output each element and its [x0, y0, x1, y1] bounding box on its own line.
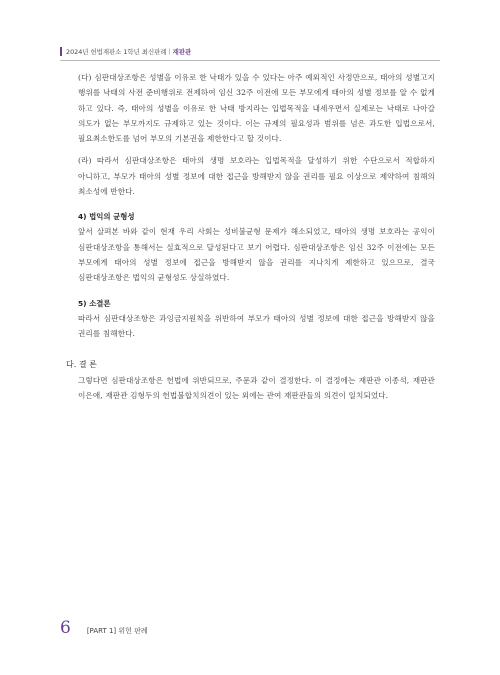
header-book-title: 2024년 헌법재판소 1학년 최신판례: [66, 47, 167, 56]
heading-balance-of-interests: 4) 법익의 균형성: [78, 212, 135, 222]
page-footer: [60, 618, 148, 638]
header-divider: [60, 60, 440, 61]
header-accent-bar: [60, 47, 62, 56]
paragraph-ra: (라) 따라서 심판대상조항은 태아의 생명 보호라는 입법목적을 달성하기 위한 수단으로서 적합하지 아니하고, 부모가 태아의 성별 정보에 대한 접근을 방해받지 않을 권리를 필요 이상으로 제약하여 침해의 최소성에 반한다.: [78, 156, 435, 197]
paragraph-sub-conclusion: 따라서 심판대상조항은 과잉금지원칙을 위반하여 부모가 태아의 성별 정보에 대한 접근을 방해받지 않을 권리를 침해한다.: [78, 313, 435, 338]
header-separator: |: [168, 47, 171, 55]
paragraph-conclusion: 그렇다면 심판대상조항은 헌법에 위반되므로, 주문과 같이 결정한다. 이 결정에는 재판관 이종석, 재판관 이은애, 재판관 김형두의 헌법불합치의견이 있는 외에는 관여 재판관들의 의견이 일치되었다.: [78, 376, 435, 401]
page-body: [66, 70, 435, 404]
heading-conclusion: 다. 결 론: [66, 360, 97, 370]
heading-sub-conclusion: 5) 소결론: [78, 298, 111, 308]
page-number: 6: [60, 618, 71, 638]
footer-section-label: [PART 1] 위헌 판례: [86, 627, 148, 635]
paragraph-balance: 앞서 살펴본 바와 같이 현재 우리 사회는 성비불균형 문제가 해소되었고, 태아의 생명 보호라는 공익이 심판대상조항을 통해서는 실효적으로 달성된다고 보기 어렵다. 심판대상조항은 임신 32주 이전에는 모든 부모에게 태아의 성별 정보에 접근을 방해받지 않을 권리를 지나치게 제한하고 있으므로, 결국 심판대상조항은 법익의 균형성도 상실하였다.: [78, 227, 435, 283]
running-header: [60, 44, 191, 58]
paragraph-da: (다) 심판대상조항은 성별을 이유로 한 낙태가 있을 수 있다는 아주 예외적인 사정만으로, 태아의 성별고지 행위를 낙태의 사전 준비행위로 전제하여 임신 32주 이전에 모든 부모에게 태아의 성별 정보를 알 수 없게 하고 있다. 즉, 태아의 성별을 이유로 한 낙태 방지라는 입법목적을 내세우면서 실제로는 낙태로 나아갈 의도가 없는 부모까지도 규제하고 있는 것이다. 이는 규제의 필요성과 범위를 넘은 과도한 입법으로서, 필요최소한도를 넘어 부모의 기본권을 제한한다고 할 것이다.: [78, 73, 435, 144]
header-tag: 재판관: [172, 47, 192, 56]
